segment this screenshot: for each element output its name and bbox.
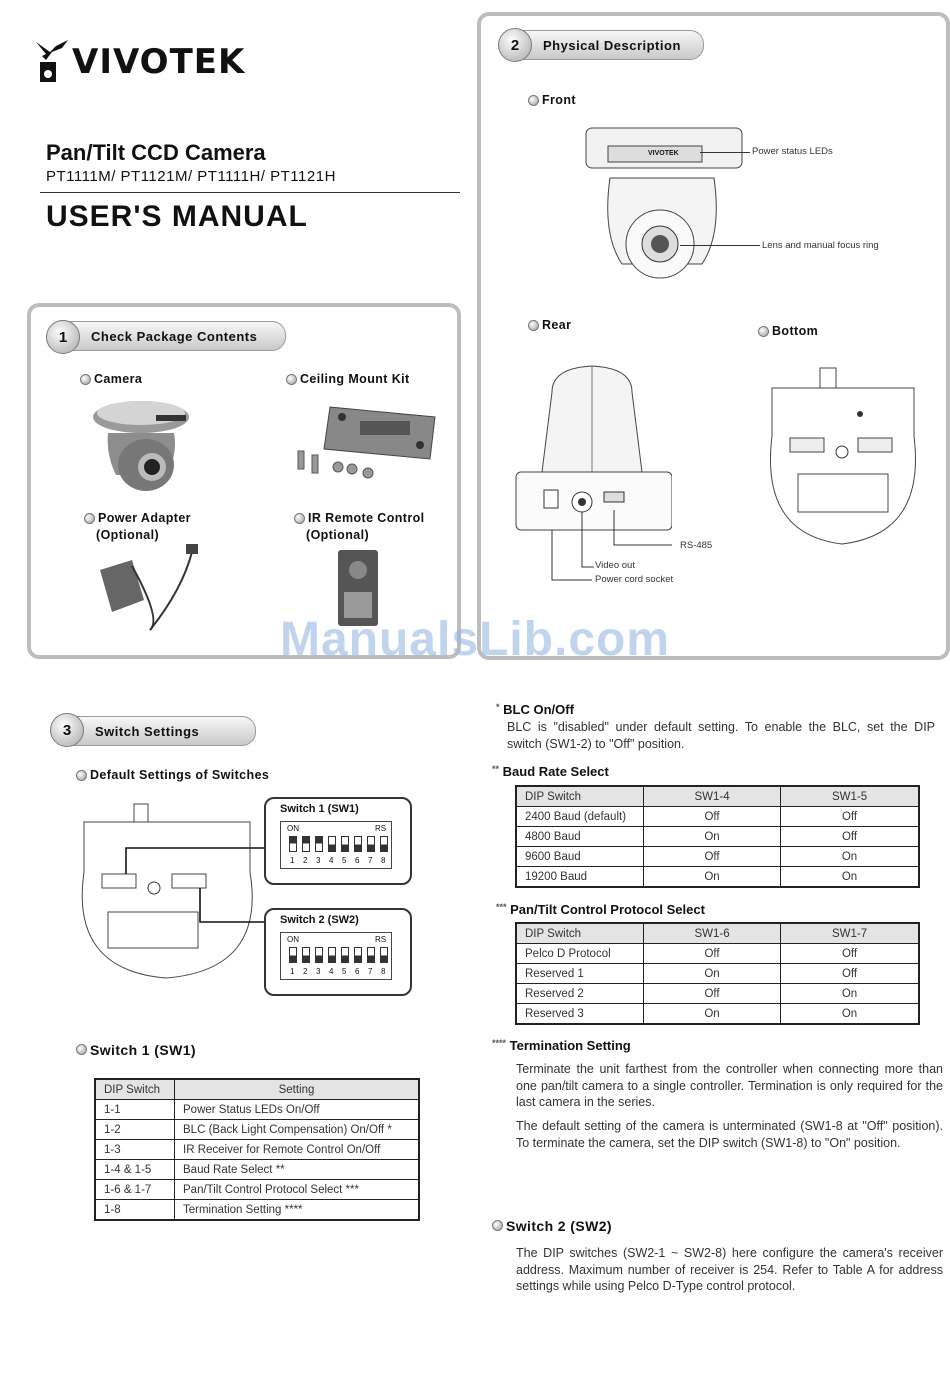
dip-number: 6: [355, 856, 360, 865]
on-label: ON: [287, 824, 299, 833]
adapter-label: Power Adapter (Optional): [84, 511, 191, 542]
table-cell: Off: [644, 944, 781, 964]
switch-location-diagram: [70, 802, 270, 982]
table-cell: On: [781, 847, 919, 867]
dip-number: 1: [290, 967, 295, 976]
bullet-icon: [492, 1220, 503, 1231]
section3-header: [50, 713, 250, 747]
section1-header: [46, 320, 276, 350]
section2-number: 2: [498, 28, 532, 62]
dip-number: 2: [303, 967, 308, 976]
dip-number: 2: [303, 856, 308, 865]
table-header: DIP Switch: [516, 786, 644, 807]
table-cell: 1-4 & 1-5: [95, 1160, 175, 1180]
leds-callout: Power status LEDs: [752, 146, 833, 157]
dip-number: 3: [316, 856, 321, 865]
rs-label: RS: [375, 935, 387, 944]
table-row: [516, 1004, 919, 1025]
lens-callout: Lens and manual focus ring: [762, 240, 879, 251]
table-cell: Pan/Tilt Control Protocol Select ***: [175, 1180, 420, 1200]
table-header: DIP Switch: [516, 923, 644, 944]
table-row: [95, 1140, 419, 1160]
table-cell: Baud Rate Select **: [175, 1160, 420, 1180]
table-cell: 1-3: [95, 1140, 175, 1160]
table-row: [516, 827, 919, 847]
dip-switch: [302, 947, 310, 963]
table-header-row: [516, 923, 919, 944]
dip-switch: [367, 836, 375, 852]
dip-switch: [315, 836, 323, 852]
termination-heading: **** Termination Setting: [492, 1038, 631, 1053]
table-cell: 1-1: [95, 1100, 175, 1120]
sw2-text: The DIP switches (SW2-1 ~ SW2-8) here configure the camera's receiver address. Maximum number of receiver is 254. Refer to Table A for address settings while using Pelco D-Type control protocol.: [516, 1246, 943, 1293]
sw2-heading: Switch 2 (SW2): [492, 1218, 612, 1234]
front-label: Front: [528, 93, 576, 107]
sw1-heading: Switch 1 (SW1): [76, 1042, 196, 1058]
bottom-camera-image: [758, 366, 928, 551]
blc-heading: * BLC On/Off: [496, 702, 574, 717]
section1-title: Check Package Contents: [91, 328, 258, 344]
section2-header: [498, 28, 698, 60]
on-label: ON: [287, 935, 299, 944]
table-cell: Power Status LEDs On/Off: [175, 1100, 420, 1120]
table-cell: On: [781, 1004, 919, 1025]
table-row: [516, 964, 919, 984]
table-cell: Off: [644, 847, 781, 867]
table-header: SW1-7: [781, 923, 919, 944]
watermark: ManualsLib.com: [279, 613, 671, 666]
table-cell: Off: [644, 984, 781, 1004]
dip-switch: [354, 947, 362, 963]
table-header: SW1-5: [781, 786, 919, 807]
table-cell: 2400 Baud (default): [516, 807, 644, 827]
table-cell: Reserved 2: [516, 984, 644, 1004]
table-cell: On: [644, 964, 781, 984]
dip-switch: [328, 947, 336, 963]
bird-icon: [32, 38, 72, 86]
dip-switch: [302, 836, 310, 852]
table-cell: On: [781, 867, 919, 888]
table-cell: Off: [781, 827, 919, 847]
table-row: [95, 1120, 419, 1140]
sw2-default-box: [264, 908, 412, 996]
default-settings-label: Default Settings of Switches: [76, 768, 269, 782]
section3-title: Switch Settings: [95, 723, 200, 739]
rs485-callout: RS-485: [680, 540, 713, 551]
table-cell: Termination Setting ****: [175, 1200, 420, 1221]
front-brand: VIVOTEK: [648, 150, 679, 157]
table-header-row: [516, 786, 919, 807]
table-row: [516, 807, 919, 827]
table-row: [95, 1100, 419, 1120]
table-cell: Off: [781, 964, 919, 984]
termination-paragraph-2: The default setting of the camera is unterminated (SW1-8 at "Off" position). To terminate the camera, set the DIP switch (SW1-8) to "On" position.: [516, 1119, 943, 1150]
bullet-icon: [76, 1044, 87, 1055]
table-cell: Reserved 3: [516, 1004, 644, 1025]
table-header: Setting: [175, 1079, 420, 1100]
table-header: DIP Switch: [95, 1079, 175, 1100]
section3-pill: [60, 716, 256, 746]
table-cell: Off: [644, 807, 781, 827]
sw1-default-box: [264, 797, 412, 885]
dip-number: 8: [381, 856, 386, 865]
protocol-heading: *** Pan/Tilt Control Protocol Select: [496, 902, 705, 917]
rear-camera-image: [512, 362, 672, 582]
table-row: [516, 944, 919, 964]
dip-number: 4: [329, 967, 334, 976]
mount-kit-image: [290, 395, 440, 495]
vivotek-logo: [32, 38, 246, 88]
sw2-dip-block: [280, 932, 392, 980]
baud-heading: ** Baud Rate Select: [492, 764, 609, 779]
termination-paragraph-1: Terminate the unit farthest from the controller when connecting more than one pan/tilt camera to a single controller. Termination is only required for the last camera in the series.: [516, 1062, 943, 1109]
rs-label: RS: [375, 824, 387, 833]
baud-table: [515, 785, 920, 888]
table-cell: 9600 Baud: [516, 847, 644, 867]
table-cell: On: [781, 984, 919, 1004]
table-row: [95, 1200, 419, 1221]
section2-pill: [508, 30, 704, 60]
table-cell: Off: [781, 807, 919, 827]
dip-switch: [315, 947, 323, 963]
sw1-dip-block: [280, 821, 392, 869]
dip-number: 7: [368, 967, 373, 976]
dip-switch: [380, 947, 388, 963]
bullet-icon: [528, 320, 539, 331]
table-cell: 19200 Baud: [516, 867, 644, 888]
dip-number: 8: [381, 967, 386, 976]
bullet-icon: [76, 770, 87, 781]
table-row: [516, 867, 919, 888]
camera-label: Camera: [80, 372, 142, 386]
dip-number: 4: [329, 856, 334, 865]
dip-switch: [289, 947, 297, 963]
table-header: SW1-4: [644, 786, 781, 807]
section1-number: 1: [46, 320, 80, 354]
table-cell: IR Receiver for Remote Control On/Off: [175, 1140, 420, 1160]
bullet-icon: [286, 374, 297, 385]
dip-number: 1: [290, 856, 295, 865]
bullet-icon: [294, 513, 305, 524]
title-divider: [40, 192, 460, 193]
dip-switch: [380, 836, 388, 852]
rear-label: Rear: [528, 318, 571, 332]
manual-title: USER'S MANUAL: [46, 200, 308, 233]
sw1-table: [94, 1078, 420, 1221]
mount-label: Ceiling Mount Kit: [286, 372, 410, 386]
table-cell: BLC (Back Light Compensation) On/Off *: [175, 1120, 420, 1140]
bottom-label: Bottom: [758, 324, 818, 338]
dip-number: 5: [342, 856, 347, 865]
table-cell: On: [644, 1004, 781, 1025]
dip-switch: [289, 836, 297, 852]
remote-label: IR Remote Control (Optional): [294, 511, 425, 542]
table-cell: Reserved 1: [516, 964, 644, 984]
table-row: [95, 1160, 419, 1180]
table-row: [516, 984, 919, 1004]
table-row: [95, 1180, 419, 1200]
product-models: PT1111M/ PT1121M/ PT1111H/ PT1121H: [46, 168, 336, 185]
section3-number: 3: [50, 713, 84, 747]
bullet-icon: [528, 95, 539, 106]
dip-number: 3: [316, 967, 321, 976]
table-row: [516, 847, 919, 867]
lens-leader: [680, 245, 760, 246]
protocol-table: [515, 922, 920, 1025]
sw2-box-title: Switch 2 (SW2): [280, 914, 359, 926]
camera-image: [86, 395, 196, 500]
bullet-icon: [80, 374, 91, 385]
table-header: SW1-6: [644, 923, 781, 944]
table-header-row: [95, 1079, 419, 1100]
table-cell: On: [644, 867, 781, 888]
blc-text: BLC is "disabled" under default setting. To enable the BLC, set the DIP switch (SW1-2) to "Off" position.: [507, 720, 935, 751]
dip-number: 6: [355, 967, 360, 976]
section2-title: Physical Description: [543, 37, 681, 53]
video-callout: Video out: [595, 560, 635, 571]
bullet-icon: [84, 513, 95, 524]
table-cell: 4800 Baud: [516, 827, 644, 847]
table-cell: On: [644, 827, 781, 847]
dip-switch: [367, 947, 375, 963]
dip-switch: [341, 947, 349, 963]
table-cell: 1-2: [95, 1120, 175, 1140]
dip-number: 7: [368, 856, 373, 865]
dip-switch: [328, 836, 336, 852]
dip-switch: [354, 836, 362, 852]
sw1-box-title: Switch 1 (SW1): [280, 803, 359, 815]
dip-number: 5: [342, 967, 347, 976]
product-title: Pan/Tilt CCD Camera: [46, 140, 266, 165]
table-cell: 1-8: [95, 1200, 175, 1221]
table-cell: Pelco D Protocol: [516, 944, 644, 964]
table-cell: Off: [781, 944, 919, 964]
table-cell: 1-6 & 1-7: [95, 1180, 175, 1200]
power-callout: Power cord socket: [595, 574, 674, 585]
leds-leader: [700, 152, 750, 153]
brand-name: VIVOTEK: [72, 42, 246, 82]
bullet-icon: [758, 326, 769, 337]
dip-switch: [341, 836, 349, 852]
section1-pill: [56, 321, 286, 351]
